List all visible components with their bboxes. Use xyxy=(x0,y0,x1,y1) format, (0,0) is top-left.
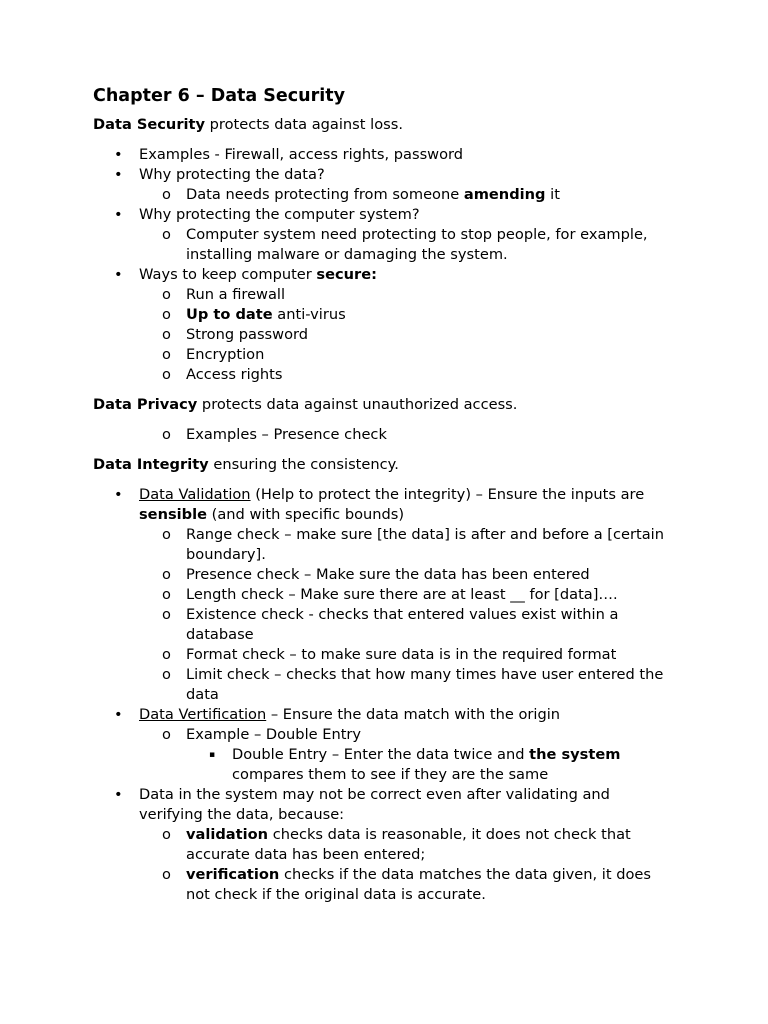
list-item xyxy=(93,705,673,725)
list-item-bold: verification xyxy=(186,866,280,883)
list-item-text: Why protecting the data? xyxy=(139,166,325,183)
list-item xyxy=(93,145,673,165)
bullet-marker: • xyxy=(114,786,123,803)
list-item-text: Run a firewall xyxy=(186,286,286,303)
list-item xyxy=(93,285,673,305)
list-item-text: Existence check - checks that entered values exist within a database xyxy=(186,606,619,643)
list-item xyxy=(93,345,673,365)
list-item-text: Computer system need protecting to stop people, for example, installing malware or damaging the system. xyxy=(186,226,648,263)
integrity-list xyxy=(93,485,673,905)
circle-marker: o xyxy=(162,726,171,743)
list-item xyxy=(93,525,673,565)
list-item-text: (Help to protect the integrity) – Ensure the inputs are xyxy=(250,486,645,503)
list-item xyxy=(93,645,673,665)
integrity-term: Data Integrity xyxy=(93,456,209,473)
circle-marker: o xyxy=(162,566,171,583)
list-item xyxy=(93,725,673,745)
bullet-marker: • xyxy=(114,486,123,503)
security-definition xyxy=(93,115,673,135)
list-item-bold: sensible xyxy=(139,506,208,523)
list-item xyxy=(93,605,673,645)
privacy-list xyxy=(93,425,673,445)
list-item xyxy=(93,745,673,785)
security-list xyxy=(93,145,673,385)
list-item xyxy=(93,565,673,585)
privacy-term: Data Privacy xyxy=(93,396,198,413)
list-item xyxy=(93,185,673,205)
list-item-text: Length check – Make sure there are at least __ for [data]…. xyxy=(186,586,618,603)
list-item xyxy=(93,665,673,705)
bullet-marker: • xyxy=(114,166,123,183)
list-item-text: Range check – make sure [the data] is after and before a [certain boundary]. xyxy=(186,526,664,563)
bullet-marker: • xyxy=(114,146,123,163)
list-item-text: Why protecting the computer system? xyxy=(139,206,420,223)
list-item xyxy=(93,265,673,285)
integrity-definition xyxy=(93,455,673,475)
circle-marker: o xyxy=(162,826,171,843)
list-item xyxy=(93,225,673,265)
circle-marker: o xyxy=(162,226,171,243)
list-item xyxy=(93,325,673,345)
circle-marker: o xyxy=(162,366,171,383)
circle-marker: o xyxy=(162,326,171,343)
list-item-text: Example – Double Entry xyxy=(186,726,362,743)
list-item xyxy=(93,365,673,385)
list-item xyxy=(93,165,673,185)
bullet-marker: • xyxy=(114,206,123,223)
security-term: Data Security xyxy=(93,116,206,133)
list-item-text: – Ensure the data match with the origin xyxy=(266,706,561,723)
circle-marker: o xyxy=(162,346,171,363)
list-item-bold: secure: xyxy=(316,266,377,283)
list-item-text: it xyxy=(545,186,560,203)
circle-marker: o xyxy=(162,426,171,443)
circle-marker: o xyxy=(162,866,171,883)
list-item-text: Strong password xyxy=(186,326,309,343)
list-item xyxy=(93,305,673,325)
list-item-text: Limit check – checks that how many times have user entered the data xyxy=(186,666,664,703)
list-item xyxy=(93,425,673,445)
bullet-marker: • xyxy=(114,706,123,723)
validation-heading: Data Validation xyxy=(139,486,251,503)
circle-marker: o xyxy=(162,286,171,303)
list-item-bold: Up to date xyxy=(186,306,273,323)
list-item-text: checks data is reasonable, it does not check that accurate data has been entered; xyxy=(186,826,631,863)
list-item-text: Data needs protecting from someone xyxy=(186,186,464,203)
privacy-def: protects data against unauthorized access. xyxy=(197,396,518,413)
circle-marker: o xyxy=(162,186,171,203)
circle-marker: o xyxy=(162,526,171,543)
list-item-text: Examples – Presence check xyxy=(186,426,387,443)
list-item-text: Examples - Firewall, access rights, password xyxy=(139,146,464,163)
list-item xyxy=(93,825,673,865)
list-item-text: Format check – to make sure data is in the required format xyxy=(186,646,617,663)
list-item-text: Encryption xyxy=(186,346,265,363)
list-item-text: Data in the system may not be correct even after validating and verifying the data, because: xyxy=(139,786,610,823)
verification-heading: Data Vertification xyxy=(139,706,267,723)
list-item xyxy=(93,205,673,225)
list-item-bold: the system xyxy=(529,746,621,763)
list-item-bold: amending xyxy=(463,186,546,203)
circle-marker: o xyxy=(162,306,171,323)
bullet-marker: • xyxy=(114,266,123,283)
list-item-text: (and with specific bounds) xyxy=(207,506,405,523)
circle-marker: o xyxy=(162,606,171,623)
integrity-def: ensuring the consistency. xyxy=(208,456,399,473)
list-item xyxy=(93,865,673,905)
privacy-definition xyxy=(93,395,673,415)
list-item-text: Double Entry – Enter the data twice and xyxy=(232,746,530,763)
list-item-text: checks if the data matches the data given, it does not check if the original data is accurate. xyxy=(186,866,651,903)
list-item-text: anti-virus xyxy=(272,306,346,323)
list-item xyxy=(93,485,673,525)
circle-marker: o xyxy=(162,586,171,603)
square-marker: ▪ xyxy=(209,750,216,760)
list-item-text: Access rights xyxy=(186,366,283,383)
document-page xyxy=(93,84,673,905)
circle-marker: o xyxy=(162,646,171,663)
list-item-text: compares them to see if they are the same xyxy=(232,766,549,783)
list-item xyxy=(93,785,673,825)
list-item-text: Ways to keep computer xyxy=(139,266,317,283)
circle-marker: o xyxy=(162,666,171,683)
list-item-bold: validation xyxy=(186,826,269,843)
security-def: protects data against loss. xyxy=(205,116,403,133)
chapter-title: Chapter 6 – Data Security xyxy=(93,86,346,106)
list-item-text: Presence check – Make sure the data has been entered xyxy=(186,566,590,583)
list-item xyxy=(93,585,673,605)
